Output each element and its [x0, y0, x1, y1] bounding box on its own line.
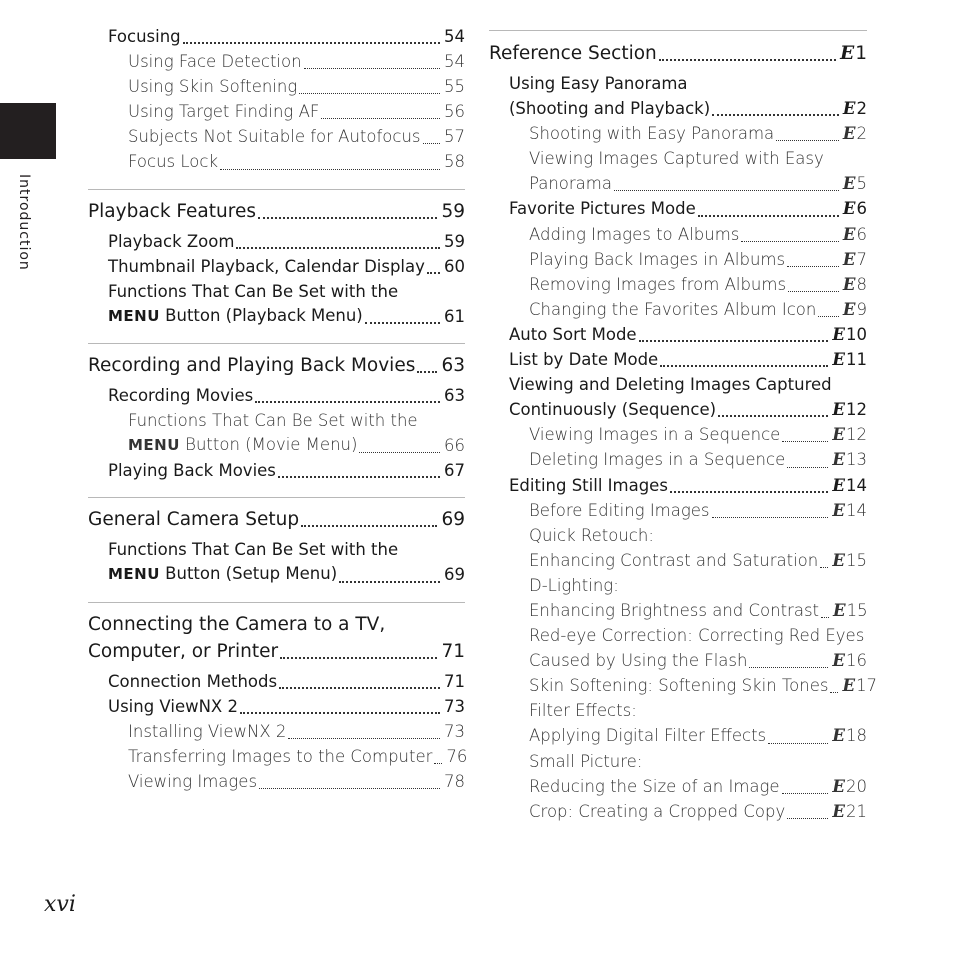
toc-entry[interactable]: Editing Still Images E14 — [509, 475, 867, 495]
menu-button-icon: MENU — [128, 436, 180, 455]
toc-entry[interactable]: MENU Button (Movie Menu) 66 — [128, 435, 465, 456]
toc-entry[interactable]: Enhancing Contrast and Saturation E15 — [529, 550, 867, 570]
toc-entry-line: Red-eye Correction: Correcting Red Eyes — [529, 626, 865, 646]
toc-entry[interactable]: MENU Button (Setup Menu) 69 — [108, 564, 465, 585]
toc-entry[interactable]: Using ViewNX 2 73 — [108, 696, 465, 716]
reference-section-icon: E — [832, 651, 845, 671]
toc-heading[interactable]: Playback Features 59 — [88, 200, 465, 222]
toc-entry[interactable]: Using Face Detection 54 — [128, 52, 465, 72]
reference-section-icon: E — [840, 43, 855, 64]
reference-section-icon: E — [842, 124, 856, 144]
toc-entry-line: Using Easy Panorama — [509, 74, 688, 93]
reference-section-icon: E — [832, 801, 845, 821]
toc-entry[interactable]: Connection Methods 71 — [108, 671, 465, 691]
toc-entry[interactable]: Continuously (Sequence) E12 — [509, 400, 867, 420]
reference-section-icon: E — [833, 600, 846, 620]
toc-heading[interactable]: General Camera Setup 69 — [88, 509, 465, 531]
toc-entry[interactable]: Playing Back Images in Albums E7 — [529, 249, 867, 269]
menu-button-icon: MENU — [108, 306, 160, 325]
toc-section-recording-movies — [88, 343, 465, 483]
reference-section-icon: E — [832, 500, 845, 520]
toc-entry-line: Quick Retouch: — [529, 525, 654, 545]
toc-right-column — [489, 24, 878, 824]
toc-entry[interactable]: Installing ViewNX 2 73 — [128, 721, 465, 741]
reference-section-icon: E — [832, 450, 845, 470]
toc-entry[interactable]: MENU Button (Playback Menu) 61 — [108, 305, 465, 326]
toc-entry[interactable]: Focus Lock 58 — [128, 152, 465, 172]
reference-section-icon: E — [842, 249, 856, 269]
toc-entry[interactable]: Using Target Finding AF 56 — [128, 102, 465, 122]
toc-entry[interactable]: Enhancing Brightness and Contrast E15 — [529, 600, 868, 620]
toc-entry[interactable]: Focusing 54 — [108, 27, 465, 46]
toc-heading[interactable]: Computer, or Printer 71 — [88, 640, 465, 662]
toc-entry[interactable]: Skin Softening: Softening Skin Tones E17 — [529, 676, 878, 696]
reference-section-icon: E — [842, 676, 856, 696]
toc-section-reference — [489, 30, 878, 824]
reference-section-icon: E — [832, 550, 845, 570]
reference-section-icon: E — [832, 350, 845, 370]
toc-entry[interactable]: Panorama E5 — [529, 174, 867, 194]
reference-section-icon: E — [832, 425, 845, 445]
toc-section-connecting — [88, 602, 468, 794]
toc-entry-line: Functions That Can Be Set with the — [108, 281, 399, 301]
toc-entry[interactable]: Before Editing Images E14 — [529, 500, 867, 520]
toc-entry[interactable]: Using Skin Softening 55 — [128, 77, 465, 97]
toc-heading-line: Connecting the Camera to a TV, — [88, 613, 386, 635]
toc-entry[interactable]: Recording Movies 63 — [108, 385, 465, 405]
reference-section-icon: E — [832, 726, 845, 746]
toc-entry[interactable]: (Shooting and Playback) E2 — [509, 99, 867, 119]
toc-entry-line: Viewing and Deleting Images Captured — [509, 375, 832, 395]
toc-entry[interactable]: Subjects Not Suitable for Autofocus 57 — [128, 127, 465, 147]
toc-entry-line: Viewing Images Captured with Easy — [529, 149, 824, 169]
toc-entry[interactable]: Shooting with Easy Panorama E2 — [529, 124, 867, 144]
reference-section-icon: E — [842, 199, 856, 219]
chapter-side-label: Introduction — [16, 174, 32, 271]
toc-entry[interactable]: Crop: Creating a Cropped Copy E21 — [529, 801, 867, 821]
toc-entry[interactable]: Transferring Images to the Computer 76 — [128, 746, 468, 766]
reference-section-icon: E — [832, 324, 845, 344]
toc-entry[interactable]: Applying Digital Filter Effects E18 — [529, 726, 867, 746]
reference-section-icon: E — [842, 299, 856, 319]
reference-section-icon: E — [832, 776, 845, 796]
toc-entry-line: Small Picture: — [529, 751, 643, 771]
chapter-tab-marker — [0, 103, 56, 159]
toc-entry[interactable]: Changing the Favorites Album Icon E9 — [529, 299, 867, 319]
toc-heading[interactable]: Recording and Playing Back Movies 63 — [88, 354, 465, 376]
toc-entry[interactable]: Removing Images from Albums E8 — [529, 274, 867, 294]
toc-entry[interactable]: Reducing the Size of an Image E20 — [529, 776, 867, 796]
reference-section-icon: E — [832, 475, 845, 495]
toc-heading[interactable]: Reference Section E1 — [489, 43, 867, 64]
toc-entry-line: Filter Effects: — [529, 701, 637, 721]
toc-entry[interactable]: Favorite Pictures Mode E6 — [509, 199, 867, 219]
toc-entry[interactable]: Caused by Using the Flash E16 — [529, 651, 867, 671]
toc-entry-line: D-Lighting: — [529, 575, 619, 595]
toc-entry[interactable]: Thumbnail Playback, Calendar Display 60 — [108, 256, 465, 276]
toc-entry[interactable]: Auto Sort Mode E10 — [509, 324, 867, 344]
toc-entry[interactable]: Deleting Images in a Sequence E13 — [529, 450, 867, 470]
reference-section-icon: E — [832, 400, 845, 420]
menu-button-icon: MENU — [108, 565, 160, 584]
toc-entry[interactable]: Viewing Images in a Sequence E12 — [529, 425, 867, 445]
reference-section-icon: E — [842, 224, 856, 244]
toc-entry[interactable]: List by Date Mode E11 — [509, 350, 867, 370]
toc-entry[interactable]: Adding Images to Albums E6 — [529, 224, 867, 244]
toc-entry-line: Functions That Can Be Set with the — [128, 411, 418, 431]
reference-section-icon: E — [842, 174, 856, 194]
toc-section-general-setup — [88, 497, 465, 587]
toc-entry[interactable]: Viewing Images 78 — [128, 771, 465, 791]
toc-entry[interactable]: Playing Back Movies 67 — [108, 461, 465, 481]
toc-section-playback-features — [88, 189, 465, 329]
toc-entry[interactable]: Playback Zoom 59 — [108, 231, 465, 251]
page-number: xvi — [44, 892, 76, 917]
reference-section-icon: E — [842, 274, 856, 294]
toc-left-column — [88, 24, 468, 794]
toc-section-focusing — [88, 24, 465, 175]
toc-entry-line: Functions That Can Be Set with the — [108, 540, 399, 560]
reference-section-icon: E — [842, 99, 856, 119]
